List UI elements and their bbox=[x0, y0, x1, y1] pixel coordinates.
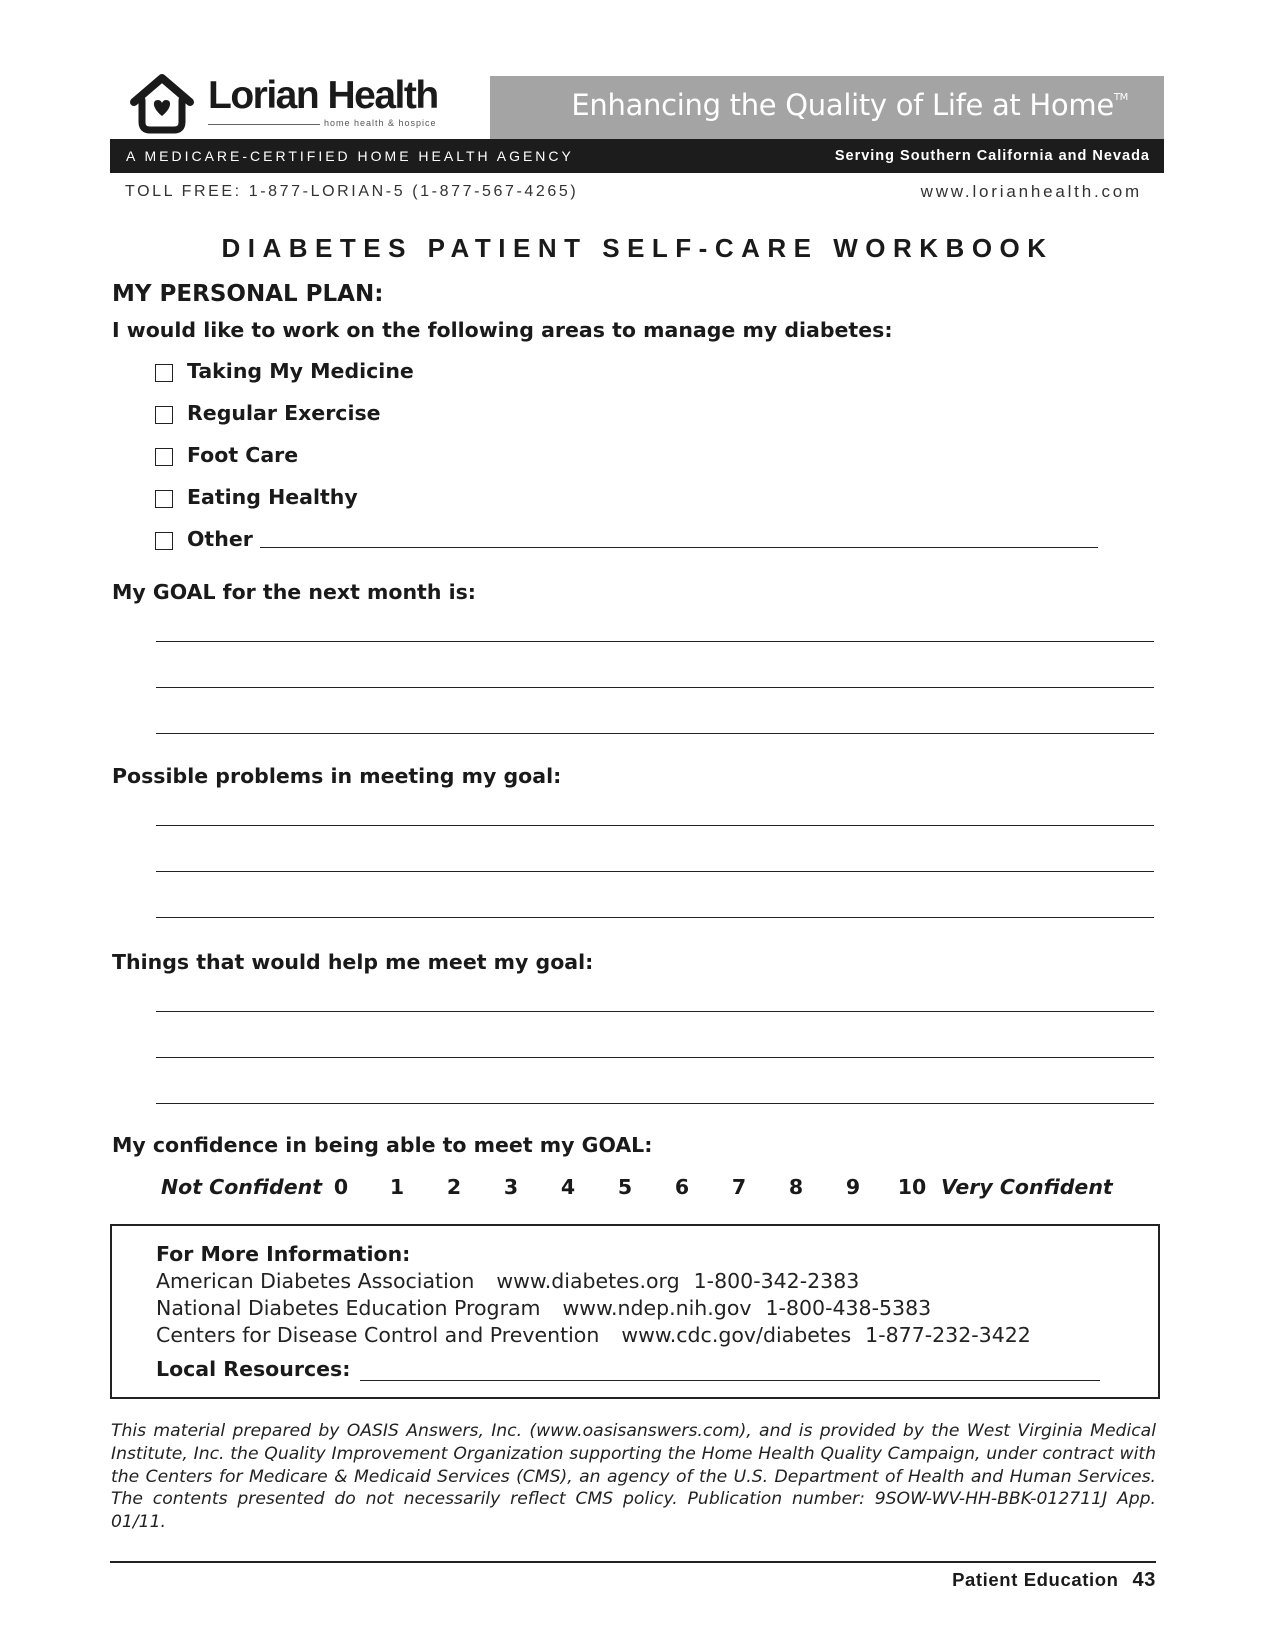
help-line[interactable] bbox=[156, 1011, 1154, 1012]
info-heading: For More Information: bbox=[156, 1242, 411, 1266]
scale-option[interactable]: 6 bbox=[674, 1175, 690, 1199]
footer-section: Patient Education bbox=[952, 1569, 1119, 1590]
scale-low-label: Not Confident bbox=[161, 1175, 323, 1199]
resource-phone: 1-800-342-2383 bbox=[693, 1269, 860, 1293]
resource-row bbox=[156, 1323, 1031, 1347]
checkbox-label: Eating Healthy bbox=[187, 485, 358, 509]
scale-option[interactable]: 9 bbox=[845, 1175, 861, 1199]
tagline-banner bbox=[490, 76, 1164, 139]
local-resources-line[interactable] bbox=[360, 1380, 1100, 1381]
footer bbox=[952, 1569, 1156, 1592]
checkbox[interactable] bbox=[155, 364, 173, 382]
scale-option[interactable]: 5 bbox=[617, 1175, 633, 1199]
page-number: 43 bbox=[1132, 1569, 1156, 1591]
checkbox[interactable] bbox=[155, 532, 173, 550]
problems-line[interactable] bbox=[156, 825, 1154, 826]
checkbox[interactable] bbox=[155, 406, 173, 424]
disclaimer: This material prepared by OASIS Answers, Inc. (www.oasisanswers.com), and is provided by the West Virginia Medical Institute, Inc. the Quality Improvement Organization supporting the Home Health Quality Campaign, under contract with the Centers for Medicare & Medicaid Services (CMS), an agency of the U.S. Department of Health and Human Services. The contents presented do not necessarily reflect CMS policy. Publication number: 9SOW-WV-HH-BBK-012711J App. 01/11. bbox=[111, 1421, 1156, 1533]
toll-free-number: TOLL FREE: 1-877-LORIAN-5 (1-877-567-4265) bbox=[125, 183, 579, 200]
footer-rule bbox=[110, 1561, 1156, 1563]
scale-option[interactable]: 4 bbox=[560, 1175, 576, 1199]
agency-label: A MEDICARE-CERTIFIED HOME HEALTH AGENCY bbox=[126, 148, 574, 164]
resource-url[interactable]: www.diabetes.org bbox=[496, 1269, 680, 1293]
resource-url[interactable]: www.ndep.nih.gov bbox=[562, 1296, 752, 1320]
resource-url[interactable]: www.cdc.gov/diabetes bbox=[621, 1323, 852, 1347]
confidence-prompt: My confidence in being able to meet my GOAL: bbox=[112, 1133, 653, 1157]
problems-line[interactable] bbox=[156, 917, 1154, 918]
scale-option[interactable]: 10 bbox=[897, 1175, 927, 1199]
checkbox-label: Other bbox=[187, 527, 253, 551]
goal-line[interactable] bbox=[156, 733, 1154, 734]
goal-prompt: My GOAL for the next month is: bbox=[112, 580, 477, 604]
resource-org: Centers for Disease Control and Prevention bbox=[156, 1323, 600, 1347]
checkbox-label: Foot Care bbox=[187, 443, 299, 467]
help-prompt: Things that would help me meet my goal: bbox=[112, 950, 594, 974]
logo-rule bbox=[208, 124, 320, 125]
other-write-in-line[interactable] bbox=[260, 547, 1098, 548]
logo-subtitle: home health & hospice bbox=[324, 118, 437, 128]
goal-line[interactable] bbox=[156, 687, 1154, 688]
help-line[interactable] bbox=[156, 1057, 1154, 1058]
logo-name: Lorian Health bbox=[208, 74, 438, 117]
agency-bar bbox=[110, 139, 1164, 173]
website-link[interactable]: www.lorianhealth.com bbox=[920, 182, 1142, 201]
help-line[interactable] bbox=[156, 1103, 1154, 1104]
resource-org: National Diabetes Education Program bbox=[156, 1296, 541, 1320]
local-resources-label: Local Resources: bbox=[156, 1357, 351, 1381]
intro-prompt: I would like to work on the following areas to manage my diabetes: bbox=[112, 318, 893, 342]
trademark-mark: TM bbox=[1113, 92, 1128, 103]
scale-high-label: Very Confident bbox=[941, 1175, 1113, 1199]
resource-row bbox=[156, 1296, 931, 1320]
logo bbox=[128, 72, 468, 136]
scale-option[interactable]: 2 bbox=[446, 1175, 462, 1199]
checkbox[interactable] bbox=[155, 490, 173, 508]
section-heading: MY PERSONAL PLAN: bbox=[112, 281, 384, 307]
checkbox[interactable] bbox=[155, 448, 173, 466]
scale-option[interactable]: 7 bbox=[731, 1175, 747, 1199]
scale-option[interactable]: 8 bbox=[788, 1175, 804, 1199]
scale-option[interactable]: 3 bbox=[503, 1175, 519, 1199]
scale-option[interactable]: 0 bbox=[333, 1175, 349, 1199]
tagline bbox=[571, 88, 1128, 122]
checkbox-label: Taking My Medicine bbox=[187, 359, 414, 383]
document-title: DIABETES PATIENT SELF-CARE WORKBOOK bbox=[221, 233, 1054, 263]
goal-line[interactable] bbox=[156, 641, 1154, 642]
problems-line[interactable] bbox=[156, 871, 1154, 872]
scale-option[interactable]: 1 bbox=[389, 1175, 405, 1199]
tagline-text: Enhancing the Quality of Life at Home bbox=[571, 88, 1114, 122]
service-area: Serving Southern California and Nevada bbox=[834, 148, 1150, 164]
checkbox-label: Regular Exercise bbox=[187, 401, 381, 425]
resource-org: American Diabetes Association bbox=[156, 1269, 475, 1293]
house-heart-icon bbox=[128, 72, 196, 136]
problems-prompt: Possible problems in meeting my goal: bbox=[112, 764, 562, 788]
resource-row bbox=[156, 1269, 859, 1293]
more-info-box bbox=[110, 1224, 1160, 1399]
resource-phone: 1-800-438-5383 bbox=[765, 1296, 932, 1320]
resource-phone: 1-877-232-3422 bbox=[865, 1323, 1031, 1347]
